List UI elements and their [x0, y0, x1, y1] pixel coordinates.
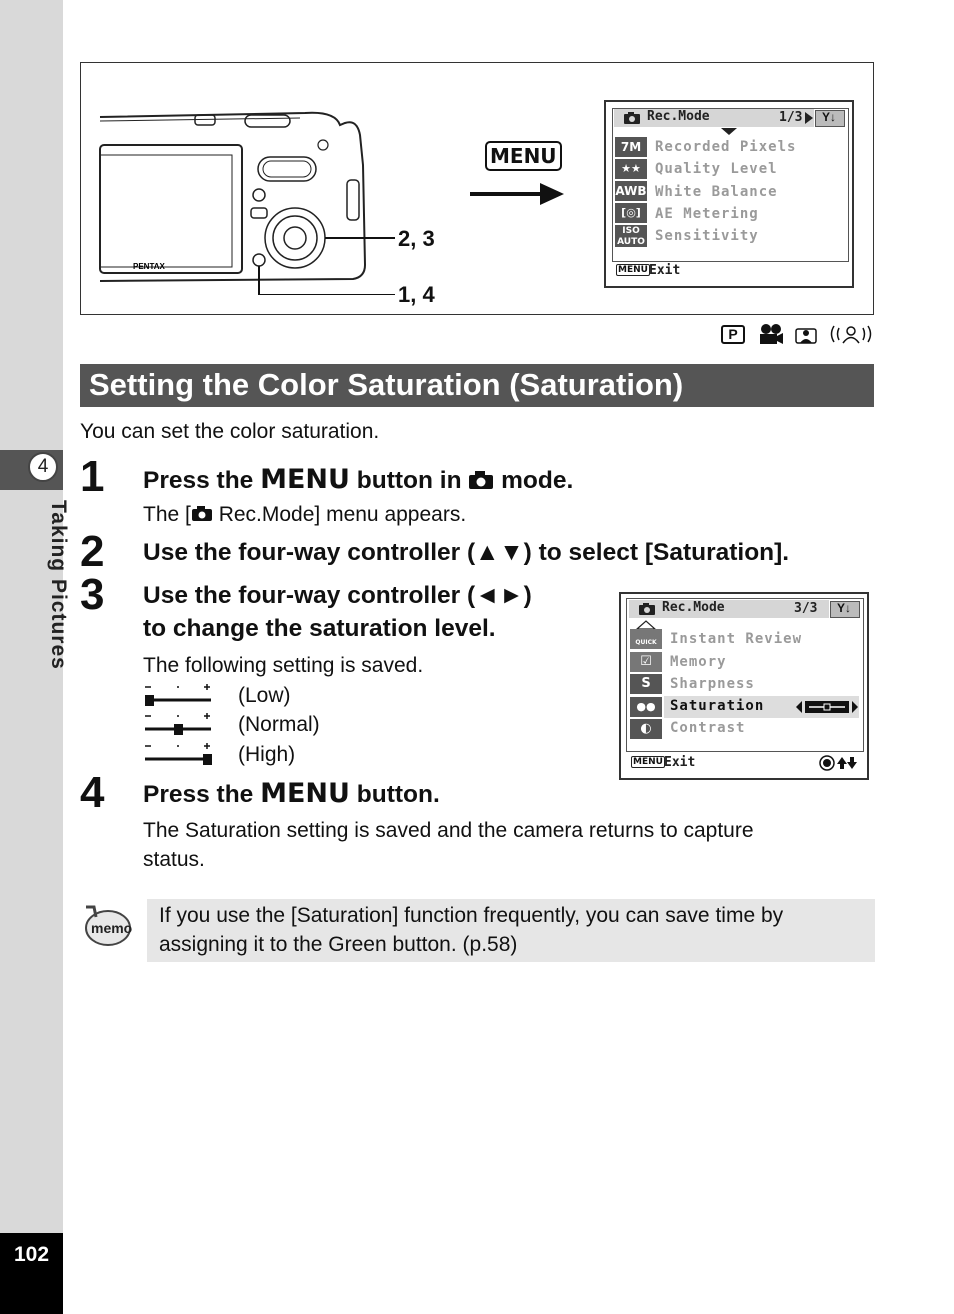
page-number: 102: [13, 1243, 50, 1266]
camera-icon: [638, 602, 656, 616]
saturation-normal-label: (Normal): [238, 713, 320, 736]
saturation-low-label: (Low): [238, 684, 291, 707]
menu-key-inline: MENU: [260, 778, 350, 809]
step-1-text: Press the MENU button in mode.: [143, 464, 574, 495]
step-1-number: 1: [80, 452, 105, 501]
camera-brand: PENTAX: [133, 262, 165, 271]
saturation-icon: ●●: [630, 697, 662, 717]
saturation-value-slider[interactable]: [795, 699, 859, 715]
menu-item-white-balance[interactable]: White Balance: [655, 184, 778, 200]
recorded-pixels-icon: 7M: [615, 137, 647, 157]
quality-level-icon: ★★: [615, 159, 647, 179]
menu-item-memory[interactable]: Memory: [670, 654, 727, 670]
step-2-number: 2: [80, 527, 105, 576]
saturation-high-label: (High): [238, 743, 296, 766]
menu-item-ae-metering[interactable]: AE Metering: [655, 206, 759, 222]
anti-shake-icon: [828, 322, 874, 346]
step-4-text: Press the MENU button.: [143, 778, 440, 809]
camera-icon: [191, 505, 213, 522]
memo-icon: [80, 903, 132, 949]
menu-item-saturation[interactable]: Saturation: [670, 698, 765, 714]
movie-mode-icon: [758, 323, 784, 345]
step-2-text: Use the four-way controller (▲▼) to select [Saturation].: [143, 539, 790, 566]
memo-icon-label: memo: [91, 920, 132, 936]
lcd-screen-1-exit[interactable]: Exit: [649, 263, 681, 278]
saturation-low-slider-icon: [143, 684, 215, 708]
menu-item-sharpness[interactable]: Sharpness: [670, 676, 755, 692]
menu-key-inline: MENU: [260, 464, 350, 495]
intro-text: You can set the color saturation.: [80, 420, 380, 443]
memo-text-line-1: If you use the [Saturation] function frequently, you can save time by: [159, 904, 784, 927]
program-mode-icon: P: [721, 325, 745, 344]
section-title: Setting the Color Saturation (Saturation): [89, 367, 684, 402]
chapter-title: Taking Pictures: [47, 500, 70, 670]
step-4-number: 4: [80, 768, 105, 817]
portrait-mode-icon: [794, 323, 820, 345]
lcd-screen-1-page: 1/3: [779, 110, 803, 125]
step-3-subtext: The following setting is saved.: [143, 654, 424, 677]
menu-item-contrast[interactable]: Contrast: [670, 720, 746, 736]
memo-text: [159, 901, 869, 959]
sharpness-icon: S: [630, 674, 662, 694]
saturation-normal-slider-icon: [143, 713, 215, 737]
right-arrow-icon: [468, 180, 568, 210]
instant-review-icon: QUICK: [630, 629, 662, 649]
iso-sensitivity-icon: ISO AUTO: [615, 225, 647, 247]
menu-key-icon: MENU: [485, 141, 562, 171]
menu-item-quality-level[interactable]: Quality Level: [655, 161, 778, 177]
menu-button-icon: MENU: [633, 757, 663, 767]
wrench-icon: Y↓: [822, 110, 837, 124]
saturation-high-slider-icon: [143, 743, 215, 767]
callout-steps-1-4: 1, 4: [398, 282, 435, 307]
ae-metering-icon: [◎]: [615, 203, 647, 223]
page-right-arrow-icon: [804, 111, 814, 125]
step-3-line-2: to change the saturation level.: [143, 615, 496, 642]
step-3-line-1: Use the four-way controller (◄►): [143, 582, 532, 609]
lcd-screen-2-title: Rec.Mode: [662, 600, 725, 615]
tab-indicator-icon: [721, 128, 737, 136]
lcd-screen-2-page: 3/3: [794, 601, 818, 616]
lcd-screen-1-title: Rec.Mode: [647, 109, 710, 124]
lcd-screen-2-exit[interactable]: Exit: [664, 755, 696, 770]
menu-item-instant-review[interactable]: Instant Review: [670, 631, 803, 647]
step-4-subtext-line-2: status.: [143, 848, 205, 871]
memory-icon: ☑: [630, 652, 662, 672]
step-3-number: 3: [80, 570, 105, 619]
menu-item-recorded-pixels[interactable]: Recorded Pixels: [655, 139, 797, 155]
menu-item-sensitivity[interactable]: Sensitivity: [655, 228, 759, 244]
contrast-icon: ◐: [630, 719, 662, 739]
menu-button-icon: MENU: [618, 265, 648, 275]
camera-icon: [468, 470, 494, 490]
ok-updown-icon: [818, 754, 860, 772]
camera-back-illustration: [95, 105, 415, 295]
camera-icon: [623, 111, 641, 125]
wrench-icon: Y↓: [837, 601, 852, 615]
step-1-subtext: The [ Rec.Mode] menu appears.: [143, 503, 467, 526]
step-4-subtext-line-1: The Saturation setting is saved and the camera returns to capture: [143, 819, 754, 842]
memo-text-line-2: assigning it to the Green button. (p.58): [159, 933, 518, 956]
white-balance-icon: AWB: [615, 181, 647, 201]
callout-steps-2-3: 2, 3: [398, 226, 435, 251]
chapter-number: 4: [28, 452, 58, 482]
